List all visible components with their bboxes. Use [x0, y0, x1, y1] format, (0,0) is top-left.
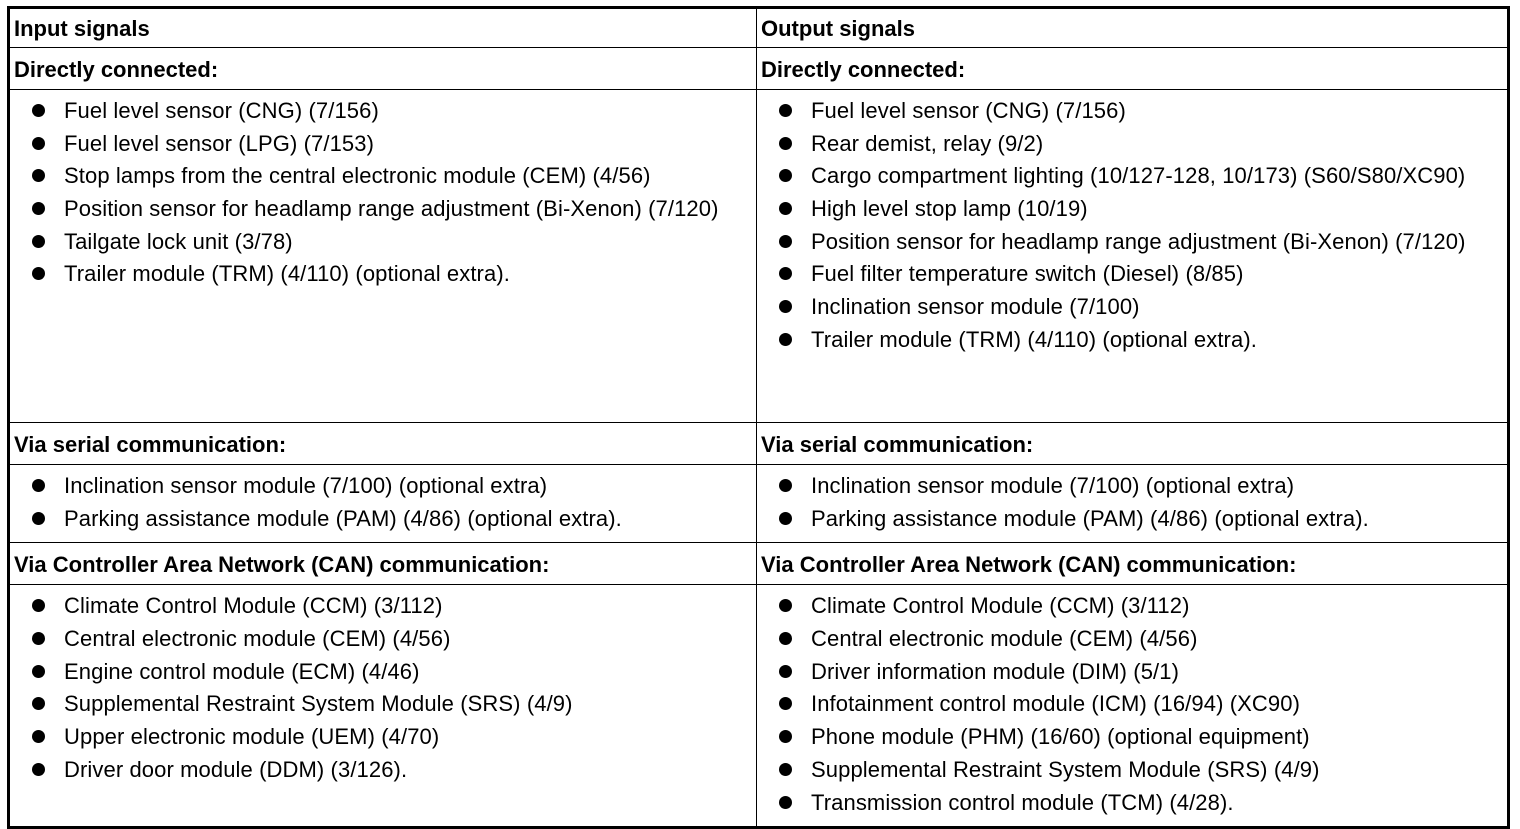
list-item-text: Trailer module (TRM) (4/110) (optional extra).: [64, 261, 510, 287]
list-item: [757, 624, 1507, 654]
list-item: [757, 325, 1507, 355]
bullet-icon: [779, 763, 792, 776]
bullet-icon: [32, 267, 45, 280]
bullet-icon: [779, 697, 792, 710]
list-item-text: Fuel level sensor (CNG) (7/156): [64, 98, 379, 123]
list-item-text: Inclination sensor module (7/100): [811, 294, 1140, 320]
bullet-icon: [779, 235, 792, 248]
signals-table: [7, 6, 1510, 829]
list-item: [757, 689, 1507, 719]
bullet-icon: [32, 730, 45, 743]
list-item-text: Inclination sensor module (7/100) (optional extra): [64, 473, 548, 498]
list-item: [10, 96, 756, 126]
bullet-icon: [32, 169, 45, 182]
input-direct-title: Directly connected:: [9, 48, 757, 90]
output-serial-cell: [757, 465, 1509, 543]
list-item: [10, 471, 756, 501]
list-item: [10, 504, 756, 534]
bullet-icon: [779, 169, 792, 182]
list-item-text: Fuel level sensor (LPG) (7/153): [64, 130, 375, 156]
list-item-text: Supplemental Restraint System Module (SRS) (4/9): [811, 756, 1320, 782]
list-item: [757, 504, 1507, 534]
list-item: [757, 227, 1507, 257]
input-signals-header: Input signals: [9, 8, 757, 48]
bullet-icon: [779, 512, 792, 525]
bullet-icon: [32, 697, 45, 710]
list-item-text: Parking assistance module (PAM) (4/86) (optional extra).: [64, 505, 622, 531]
list-item-text: Trailer module (TRM) (4/110) (optional extra).: [811, 326, 1257, 352]
output-direct-list: [757, 96, 1507, 355]
bullet-icon: [32, 202, 45, 215]
bullet-icon: [32, 235, 45, 248]
list-item: [757, 96, 1507, 126]
list-item: [757, 722, 1507, 752]
list-item-text: Cargo compartment lighting (10/127-128, 10/173) (S60/S80/XC90): [811, 163, 1466, 189]
bullet-icon: [779, 479, 792, 492]
output-serial-list: [757, 471, 1507, 534]
list-item-text: Central electronic module (CEM) (4/56): [64, 626, 451, 652]
list-item: [757, 129, 1507, 159]
list-item: [10, 194, 756, 224]
input-serial-title: Via serial communication:: [9, 423, 757, 465]
section-items-row-can: [9, 585, 1509, 828]
list-item-text: Inclination sensor module (7/100) (optional extra): [811, 473, 1295, 498]
list-item-text: Tailgate lock unit (3/78): [64, 228, 293, 254]
list-item-text: Parking assistance module (PAM) (4/86) (optional extra).: [811, 505, 1369, 531]
input-serial-list: [10, 471, 756, 534]
bullet-icon: [779, 796, 792, 809]
output-direct-title: Directly connected:: [757, 48, 1509, 90]
input-can-list: [10, 591, 756, 784]
list-item-text: Driver door module (DDM) (3/126).: [64, 756, 408, 782]
section-items-row-direct: [9, 90, 1509, 423]
bullet-icon: [32, 137, 45, 150]
input-can-cell: [9, 585, 757, 828]
list-item-text: Phone module (PHM) (16/60) (optional equipment): [811, 724, 1310, 750]
list-item-text: Position sensor for headlamp range adjustment (Bi-Xenon) (7/120): [811, 228, 1466, 254]
section-title-row-serial: [9, 423, 1509, 465]
output-can-cell: [757, 585, 1509, 828]
list-item-text: Stop lamps from the central electronic module (CEM) (4/56): [64, 163, 651, 189]
output-serial-title: Via serial communication:: [757, 423, 1509, 465]
list-item-text: Rear demist, relay (9/2): [811, 130, 1044, 156]
list-item: [757, 259, 1507, 289]
bullet-icon: [779, 267, 792, 280]
bullet-icon: [779, 632, 792, 645]
list-item-text: High level stop lamp (10/19): [811, 196, 1088, 222]
list-item-text: Central electronic module (CEM) (4/56): [811, 626, 1198, 652]
list-item: [757, 755, 1507, 785]
bullet-icon: [779, 665, 792, 678]
list-item-text: Driver information module (DIM) (5/1): [811, 658, 1180, 684]
list-item-text: Infotainment control module (ICM) (16/94) (XC90): [811, 691, 1300, 717]
list-item-text: Position sensor for headlamp range adjustment (Bi-Xenon) (7/120): [64, 196, 719, 222]
list-item: [10, 591, 756, 621]
bullet-icon: [32, 104, 45, 117]
input-direct-list: [10, 96, 756, 289]
input-serial-cell: [9, 465, 757, 543]
list-item-text: Fuel level sensor (CNG) (7/156): [811, 98, 1126, 123]
bullet-icon: [32, 512, 45, 525]
list-item: [757, 657, 1507, 687]
list-item: [10, 227, 756, 257]
output-can-list: [757, 591, 1507, 817]
output-direct-cell: [757, 90, 1509, 423]
bullet-icon: [779, 599, 792, 612]
bullet-icon: [779, 202, 792, 215]
section-items-row-serial: [9, 465, 1509, 543]
input-direct-cell: [9, 90, 757, 423]
list-item: [757, 788, 1507, 818]
list-item: [757, 194, 1507, 224]
list-item-text: Fuel filter temperature switch (Diesel) (8/85): [811, 261, 1244, 287]
bullet-icon: [779, 730, 792, 743]
list-item-text: Supplemental Restraint System Module (SRS) (4/9): [64, 691, 573, 717]
list-item-text: Transmission control module (TCM) (4/28).: [811, 789, 1234, 815]
output-signals-header: Output signals: [757, 8, 1509, 48]
list-item: [757, 161, 1507, 191]
list-item: [757, 591, 1507, 621]
output-can-title: Via Controller Area Network (CAN) communication:: [757, 543, 1509, 585]
bullet-icon: [32, 599, 45, 612]
list-item: [10, 161, 756, 191]
list-item: [10, 689, 756, 719]
section-title-row-can: [9, 543, 1509, 585]
list-item: [757, 471, 1507, 501]
bullet-icon: [32, 479, 45, 492]
bullet-icon: [32, 632, 45, 645]
section-title-row-direct: [9, 48, 1509, 90]
list-item: [757, 292, 1507, 322]
bullet-icon: [32, 665, 45, 678]
list-item-text: Upper electronic module (UEM) (4/70): [64, 724, 440, 750]
list-item: [10, 722, 756, 752]
bullet-icon: [779, 333, 792, 346]
bullet-icon: [779, 300, 792, 313]
bullet-icon: [779, 137, 792, 150]
list-item: [10, 657, 756, 687]
list-item-text: Engine control module (ECM) (4/46): [64, 658, 420, 684]
bullet-icon: [32, 763, 45, 776]
list-item-text: Climate Control Module (CCM) (3/112): [811, 593, 1190, 619]
list-item: [10, 624, 756, 654]
input-can-title: Via Controller Area Network (CAN) communication:: [9, 543, 757, 585]
list-item-text: Climate Control Module (CCM) (3/112): [64, 593, 443, 619]
list-item: [10, 755, 756, 785]
list-item: [10, 129, 756, 159]
list-item: [10, 259, 756, 289]
bullet-icon: [779, 104, 792, 117]
header-row: [9, 8, 1509, 48]
